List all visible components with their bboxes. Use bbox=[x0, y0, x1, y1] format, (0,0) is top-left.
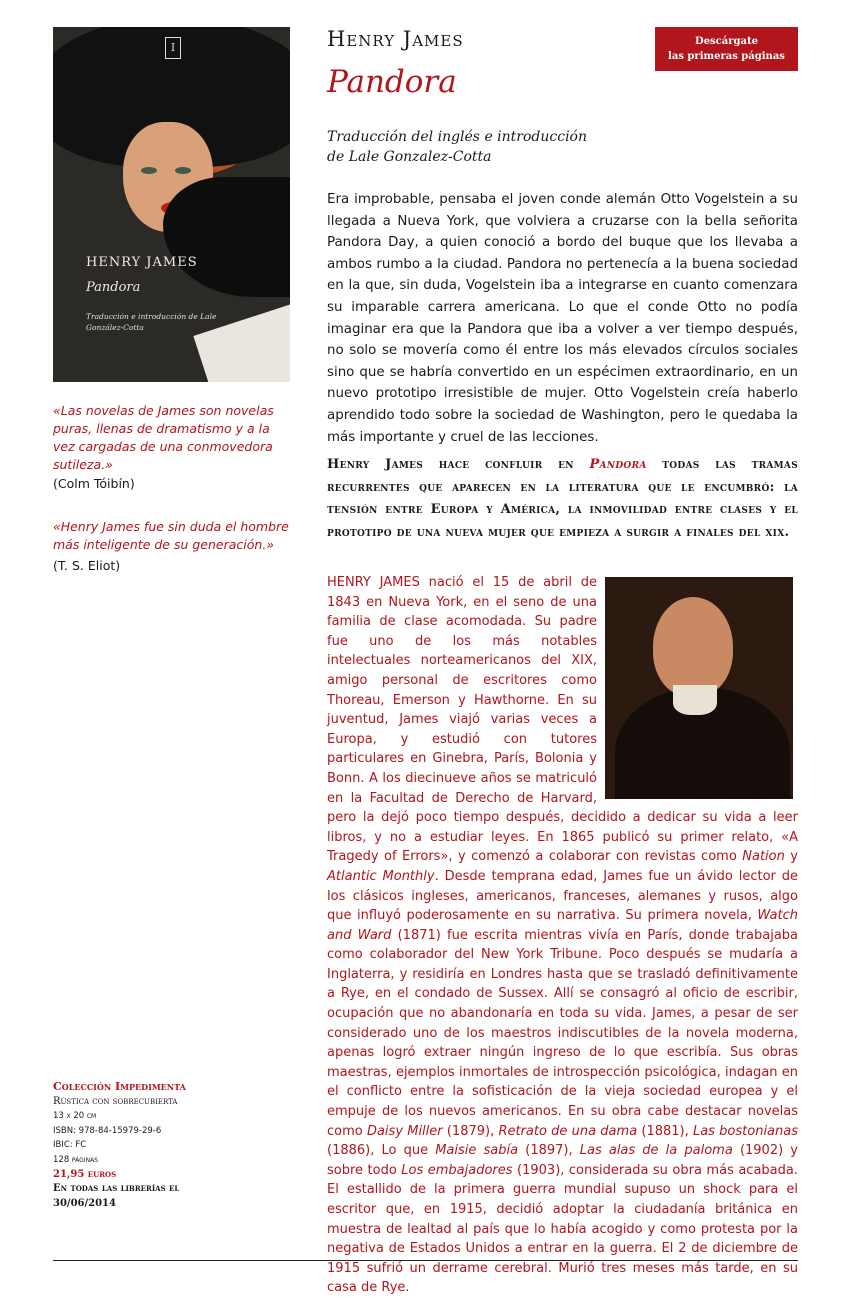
tagline-part1: Henry James hace confluir en bbox=[327, 457, 590, 472]
cover-title: Pandora bbox=[86, 280, 141, 295]
ibic: IBIC: FC bbox=[53, 1140, 87, 1151]
bio-work: Maisie sabía bbox=[435, 1143, 519, 1159]
author-name: Henry James bbox=[327, 27, 464, 51]
bio-work: Retrato de una dama bbox=[498, 1123, 638, 1139]
quote-source: (T. S. Eliot) bbox=[53, 558, 121, 573]
translation-line1: Traducción del inglés e introducción bbox=[327, 129, 587, 145]
isbn: ISBN: 978-84-15979-29-6 bbox=[53, 1125, 162, 1136]
bio-work: Nation bbox=[742, 849, 785, 865]
bio-text: (1871) fue escrita mientras vivía en París, donde trabajaba como colaborador del New York Tribune. Poco después se mudaría a Inglaterra, y residiría en Londres hasta que se trasladó definitivamente a Rye, en el condado de Sussex. Allí se consagró al oficio de escribir, ocupación que no abandonaría en toda su vida. James, a pesar de ser considerado uno de los maestros indiscutibles de la novela moderna, apenas logró extraer ningún ingreso de lo que escribía. Sus obras maestras, ejemplos inmortales de introspección psicológica, indagan en el conflicto entre la sofisticación de la vieja sociedad europea y el empuje de los nuevos americanos. En su obra cabe destacar novelas como bbox=[327, 927, 799, 1139]
price: 21,95 euros bbox=[53, 1168, 117, 1180]
translation-line2: de Lale Gonzalez-Cotta bbox=[327, 149, 492, 165]
dimensions: 13 x 20 cm bbox=[53, 1111, 97, 1122]
bio-work: Watch and Ward bbox=[327, 908, 798, 943]
author-bio bbox=[327, 573, 798, 1298]
bio-text: (1886), Lo que bbox=[327, 1143, 436, 1159]
book-cover[interactable] bbox=[53, 27, 290, 382]
cover-translation: Traducción e introducción de Lale González-Cotta bbox=[86, 312, 217, 332]
tagline-title: Pandora bbox=[589, 457, 647, 472]
colophon bbox=[53, 1080, 253, 1211]
bio-work: Las alas de la paloma bbox=[579, 1143, 733, 1159]
tagline bbox=[327, 454, 798, 544]
collection-name: Colección Impedimenta bbox=[53, 1080, 186, 1093]
binding: Rústica con sobrecubierta bbox=[53, 1095, 178, 1107]
bio-text: nació el 15 de abril de 1843 en Nueva York, en el seno de una familia de clase acomodada. Su padre fue uno de los más notables intelectuales norteamericanos del XIX, amigo personal de escritores como Thoreau, Emerson y Hawthorne. En su juventud, James viajó varias veces a Europa, y estudió con tutores particulares en Ginebra, París, Bolonia y Bonn. A los diecinueve años se matriculó en la Facultad de Derecho de Harvard, pero la dejó poco tiempo después, decidido a dedicar su vida a leer libros, y no a estudiar leyes. En 1865 publicó su primer relato, «A Tragedy of Errors», y comenzó a colaborar con revistas como bbox=[327, 575, 798, 865]
bio-text: (1902) y sobre todo bbox=[327, 1143, 798, 1178]
synopsis: Era improbable, pensaba el joven conde alemán Otto Vogelstein a su llegada a Nueva York, que volviera a cruzarse con la bella señorita Pandora Day, a quien conoció a bordo del buque que los llevaba a ambos rumbo a la ciudad. Pandora no pertenecía a la buena sociedad en la que, sin duda, Vogelstein iba a integrarse en cuanto comenzara su imparable carrera americana. Lo que el conde Otto no podía imaginar era que la Pandora que iba a volver a ver tiempo después, no solo se movería como él entre los más elevados círculos sociales sino que se habría convertido en un espécimen extraordinario, en un nuevo prototipo irresistible de mujer. Otto Vogelstein creía haberlo aprendido todo sobre la sociedad de Washington, pero le quedaba la más importante y cruel de las lecciones. bbox=[327, 192, 798, 445]
bottom-divider bbox=[53, 1260, 798, 1261]
bio-text: y bbox=[784, 849, 798, 865]
download-label-line2: las primeras páginas bbox=[668, 51, 785, 62]
bio-work: Las bostonianas bbox=[692, 1123, 798, 1139]
quote-text: «Henry James fue sin duda el hombre más inteligente de su generación.» bbox=[53, 519, 289, 552]
bio-name: HENRY JAMES bbox=[327, 575, 420, 590]
translation-credit bbox=[327, 127, 587, 167]
cover-eye bbox=[141, 167, 157, 174]
publisher-logo: I bbox=[165, 37, 181, 59]
bio-text: (1881), bbox=[637, 1123, 693, 1139]
quote-text: «Las novelas de James son novelas puras, llenas de dramatismo y a la vez cargadas de una conmovedora sutileza.» bbox=[53, 403, 274, 472]
bio-work: Atlantic Monthly bbox=[327, 868, 435, 884]
quote-source: (Colm Tóibín) bbox=[53, 476, 135, 491]
availability-line1: En todas las librerías el bbox=[53, 1183, 180, 1195]
download-pages-button[interactable] bbox=[655, 27, 798, 71]
cover-author: HENRY JAMES bbox=[86, 255, 198, 270]
bio-work: Daisy Miller bbox=[366, 1123, 443, 1139]
bio-text: (1879), bbox=[442, 1123, 499, 1139]
download-label-line1: Descárgate bbox=[695, 36, 758, 47]
bio-work: Los embajadores bbox=[401, 1162, 513, 1178]
cover-fur bbox=[163, 177, 290, 297]
bio-text: (1897), bbox=[518, 1143, 580, 1159]
tagline-part2: todas las tramas recurrentes que aparecen en la literatura que le encumbró: la tensión entre Europa y América, la inmovilidad entre clases y el prototipo de una nueva mujer que empieza a surgir a finales del xix. bbox=[327, 457, 798, 540]
cover-eye bbox=[175, 167, 191, 174]
book-title: Pandora bbox=[327, 64, 457, 100]
bio-text: (1903), considerada su obra más acabada. El estallido de la primera guerra mundial supuso un shock para el escritor que, en 1915, decidió adoptar la ciudadanía británica en muestra de lealtad al país que lo había acogido y como protesta por la negativa de Estados Unidos a entrar en la guerra. El 2 de diciembre de 1915 sufrió un derrame cerebral. Murió tres meses más tarde, en su casa de Rye. bbox=[327, 1162, 798, 1296]
bio-text: . Desde temprana edad, James fue un ávido lector de los clásicos ingleses, americanos, franceses, alemanes y rusos, algo que influyó poderosamente en su narrativa. Su primera novela, bbox=[327, 868, 798, 924]
page-count: 128 páginas bbox=[53, 1154, 98, 1165]
availability-date: 30/06/2014 bbox=[53, 1197, 116, 1209]
